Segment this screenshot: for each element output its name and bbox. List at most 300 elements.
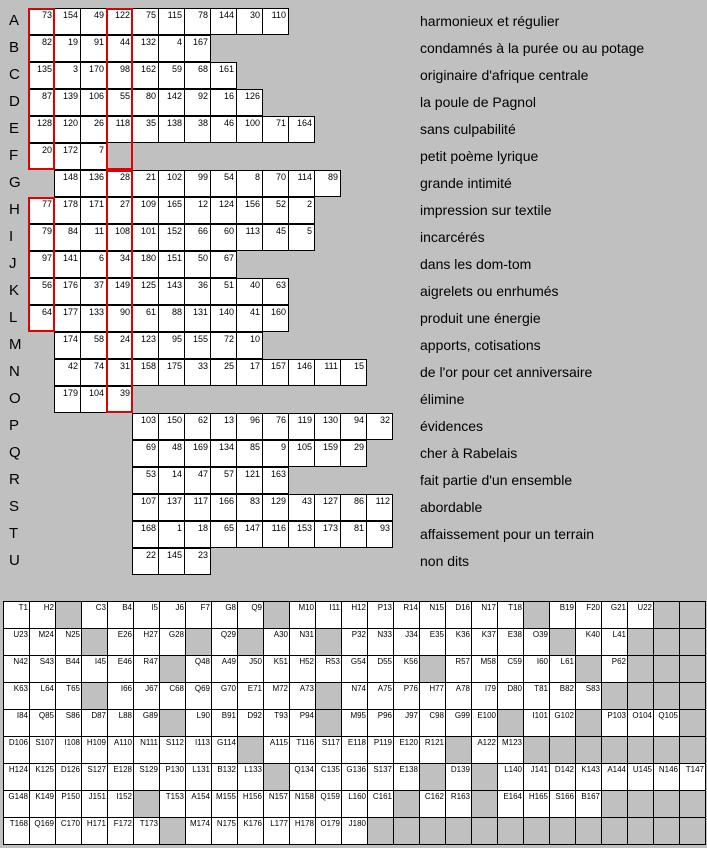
answer-cell[interactable]: G102 [549,709,576,737]
answer-cell[interactable]: L88 [107,709,134,737]
grid-cell[interactable]: 93 [366,521,393,548]
answer-cell[interactable]: E26 [107,628,134,656]
grid-cell[interactable]: 151 [158,251,185,278]
answer-cell[interactable]: C162 [419,790,446,818]
answer-cell[interactable]: U22 [627,601,654,629]
grid-cell[interactable]: 116 [262,521,289,548]
answer-cell[interactable]: G89 [133,709,160,737]
answer-cell[interactable]: K125 [29,763,56,791]
answer-cell[interactable]: N175 [211,817,238,845]
answer-cell[interactable]: Q29 [211,628,238,656]
grid-cell[interactable]: 56 [28,278,55,305]
grid-cell[interactable]: 145 [158,548,185,575]
grid-cell[interactable]: 82 [28,35,55,62]
answer-cell[interactable]: N74 [341,682,368,710]
answer-cell[interactable]: A122 [471,736,498,764]
grid-cell[interactable]: 171 [80,197,107,224]
grid-cell[interactable]: 88 [158,305,185,332]
grid-cell[interactable]: 118 [106,116,133,143]
answer-cell[interactable]: G148 [3,790,30,818]
answer-cell[interactable]: N111 [133,736,160,764]
answer-cell[interactable]: R47 [133,655,160,683]
answer-cell[interactable]: P32 [341,628,368,656]
grid-cell[interactable]: 35 [132,116,159,143]
answer-cell[interactable]: D92 [237,709,264,737]
answer-cell[interactable]: F172 [107,817,134,845]
answer-cell[interactable]: D80 [497,682,524,710]
grid-cell[interactable]: 165 [158,197,185,224]
answer-cell[interactable]: P130 [159,763,186,791]
answer-cell[interactable]: J180 [341,817,368,845]
grid-cell[interactable]: 168 [132,521,159,548]
grid-cell[interactable]: 42 [54,359,81,386]
grid-cell[interactable]: 44 [106,35,133,62]
answer-cell[interactable]: T147 [679,763,706,791]
answer-cell[interactable]: H178 [289,817,316,845]
grid-cell[interactable]: 18 [184,521,211,548]
answer-cell[interactable]: R163 [445,790,472,818]
grid-cell[interactable]: 138 [158,116,185,143]
answer-cell[interactable]: S117 [315,736,342,764]
grid-cell[interactable]: 133 [80,305,107,332]
answer-cell[interactable]: I45 [81,655,108,683]
answer-cell[interactable]: S166 [549,790,576,818]
answer-cell[interactable]: B167 [575,790,602,818]
answer-cell[interactable]: K149 [29,790,56,818]
grid-cell[interactable]: 75 [132,8,159,35]
grid-cell[interactable]: 21 [132,170,159,197]
grid-cell[interactable]: 154 [54,8,81,35]
answer-cell[interactable]: H109 [81,736,108,764]
answer-cell[interactable]: F7 [185,601,212,629]
grid-cell[interactable]: 66 [184,224,211,251]
grid-cell[interactable]: 4 [158,35,185,62]
grid-cell[interactable]: 33 [184,359,211,386]
grid-cell[interactable]: 45 [262,224,289,251]
answer-cell[interactable]: S86 [55,709,82,737]
answer-cell[interactable]: N31 [289,628,316,656]
answer-cell[interactable]: T116 [289,736,316,764]
grid-cell[interactable]: 94 [340,413,367,440]
answer-cell[interactable]: H12 [341,601,368,629]
grid-cell[interactable]: 50 [184,251,211,278]
answer-cell[interactable]: J6 [159,601,186,629]
grid-cell[interactable]: 132 [132,35,159,62]
answer-cell[interactable]: J50 [237,655,264,683]
answer-cell[interactable]: Q169 [29,817,56,845]
grid-cell[interactable]: 95 [158,332,185,359]
answer-cell[interactable]: I152 [107,790,134,818]
answer-cell[interactable]: N17 [471,601,498,629]
grid-cell[interactable]: 98 [106,62,133,89]
grid-cell[interactable]: 178 [54,197,81,224]
grid-cell[interactable]: 12 [184,197,211,224]
answer-cell[interactable]: T65 [55,682,82,710]
grid-cell[interactable]: 111 [314,359,341,386]
grid-cell[interactable]: 173 [314,521,341,548]
grid-cell[interactable]: 38 [184,116,211,143]
answer-cell[interactable]: G28 [159,628,186,656]
answer-cell[interactable]: S129 [133,763,160,791]
answer-cell[interactable]: I11 [315,601,342,629]
answer-cell[interactable]: D126 [55,763,82,791]
answer-cell[interactable]: E46 [107,655,134,683]
grid-cell[interactable]: 49 [80,8,107,35]
grid-cell[interactable]: 91 [80,35,107,62]
grid-cell[interactable]: 96 [236,413,263,440]
answer-cell[interactable]: N15 [419,601,446,629]
answer-cell[interactable]: G114 [211,736,238,764]
grid-cell[interactable]: 43 [288,494,315,521]
grid-cell[interactable]: 108 [106,224,133,251]
grid-cell[interactable]: 39 [106,386,133,413]
grid-cell[interactable]: 127 [314,494,341,521]
answer-cell[interactable]: K51 [263,655,290,683]
answer-cell[interactable]: L90 [185,709,212,737]
grid-cell[interactable]: 100 [236,116,263,143]
answer-cell[interactable]: H52 [289,655,316,683]
grid-cell[interactable]: 107 [132,494,159,521]
grid-cell[interactable]: 143 [158,278,185,305]
grid-cell[interactable]: 166 [210,494,237,521]
answer-cell[interactable]: Q105 [653,709,680,737]
answer-cell[interactable]: Q48 [185,655,212,683]
grid-cell[interactable]: 112 [366,494,393,521]
grid-cell[interactable]: 62 [184,413,211,440]
answer-cell[interactable]: S112 [159,736,186,764]
answer-cell[interactable]: L133 [237,763,264,791]
grid-cell[interactable]: 47 [184,467,211,494]
answer-cell[interactable]: U145 [627,763,654,791]
answer-cell[interactable]: R53 [315,655,342,683]
grid-cell[interactable]: 137 [158,494,185,521]
grid-cell[interactable]: 74 [80,359,107,386]
answer-cell[interactable]: N146 [653,763,680,791]
answer-cell[interactable]: N42 [3,655,30,683]
answer-cell[interactable]: P103 [601,709,628,737]
grid-cell[interactable]: 158 [132,359,159,386]
grid-cell[interactable]: 15 [340,359,367,386]
grid-cell[interactable]: 69 [132,440,159,467]
grid-cell[interactable]: 77 [28,197,55,224]
answer-cell[interactable]: A73 [289,682,316,710]
answer-cell[interactable]: H27 [133,628,160,656]
answer-cell[interactable]: B91 [211,709,238,737]
grid-cell[interactable]: 73 [28,8,55,35]
answer-cell[interactable]: H156 [237,790,264,818]
grid-cell[interactable]: 157 [262,359,289,386]
grid-cell[interactable]: 172 [54,143,81,170]
answer-cell[interactable]: H2 [29,601,56,629]
grid-cell[interactable]: 6 [80,251,107,278]
grid-cell[interactable]: 159 [314,440,341,467]
answer-cell[interactable]: F20 [575,601,602,629]
answer-cell[interactable]: P76 [393,682,420,710]
answer-cell[interactable]: K143 [575,763,602,791]
answer-cell[interactable]: G70 [211,682,238,710]
answer-cell[interactable]: O179 [315,817,342,845]
grid-cell[interactable]: 63 [262,278,289,305]
grid-cell[interactable]: 149 [106,278,133,305]
answer-cell[interactable]: B82 [549,682,576,710]
answer-cell[interactable]: C135 [315,763,342,791]
answer-cell[interactable]: M123 [497,736,524,764]
grid-cell[interactable]: 53 [132,467,159,494]
grid-cell[interactable]: 90 [106,305,133,332]
grid-cell[interactable]: 141 [54,251,81,278]
answer-cell[interactable]: B132 [211,763,238,791]
answer-cell[interactable]: H124 [3,763,30,791]
answer-cell[interactable]: E35 [419,628,446,656]
answer-cell[interactable]: J141 [523,763,550,791]
grid-cell[interactable]: 101 [132,224,159,251]
answer-cell[interactable]: M72 [263,682,290,710]
grid-cell[interactable]: 16 [210,89,237,116]
answer-cell[interactable]: P96 [367,709,394,737]
grid-cell[interactable]: 55 [106,89,133,116]
grid-cell[interactable]: 122 [106,8,133,35]
answer-cell[interactable]: A110 [107,736,134,764]
grid-cell[interactable]: 65 [210,521,237,548]
grid-cell[interactable]: 1 [158,521,185,548]
grid-cell[interactable]: 26 [80,116,107,143]
answer-cell[interactable]: A154 [185,790,212,818]
grid-cell[interactable]: 31 [106,359,133,386]
answer-cell[interactable]: L131 [185,763,212,791]
answer-cell[interactable]: B44 [55,655,82,683]
grid-cell[interactable]: 41 [236,305,263,332]
answer-cell[interactable]: M95 [341,709,368,737]
answer-cell[interactable]: K37 [471,628,498,656]
grid-cell[interactable]: 120 [54,116,81,143]
grid-cell[interactable]: 13 [210,413,237,440]
grid-cell[interactable]: 7 [80,143,107,170]
answer-cell[interactable]: C59 [497,655,524,683]
answer-cell[interactable]: L160 [341,790,368,818]
answer-cell[interactable]: Q134 [289,763,316,791]
grid-cell[interactable]: 40 [236,278,263,305]
grid-cell[interactable]: 70 [262,170,289,197]
answer-cell[interactable]: Q69 [185,682,212,710]
answer-cell[interactable]: P94 [289,709,316,737]
grid-cell[interactable]: 99 [184,170,211,197]
grid-cell[interactable]: 124 [210,197,237,224]
grid-cell[interactable]: 152 [158,224,185,251]
answer-cell[interactable]: E138 [393,763,420,791]
answer-cell[interactable]: C3 [81,601,108,629]
grid-cell[interactable]: 153 [288,521,315,548]
grid-cell[interactable]: 5 [288,224,315,251]
answer-cell[interactable]: A78 [445,682,472,710]
grid-cell[interactable]: 97 [28,251,55,278]
grid-cell[interactable]: 174 [54,332,81,359]
answer-cell[interactable]: B19 [549,601,576,629]
grid-cell[interactable]: 140 [210,305,237,332]
answer-cell[interactable]: A30 [263,628,290,656]
grid-cell[interactable]: 176 [54,278,81,305]
grid-cell[interactable]: 161 [210,62,237,89]
answer-cell[interactable]: C68 [159,682,186,710]
grid-cell[interactable]: 60 [210,224,237,251]
answer-cell[interactable]: H171 [81,817,108,845]
answer-cell[interactable]: C170 [55,817,82,845]
grid-cell[interactable]: 37 [80,278,107,305]
answer-cell[interactable]: M58 [471,655,498,683]
answer-cell[interactable]: R14 [393,601,420,629]
grid-cell[interactable]: 52 [262,197,289,224]
grid-cell[interactable]: 119 [288,413,315,440]
answer-cell[interactable]: S83 [575,682,602,710]
grid-cell[interactable]: 131 [184,305,211,332]
grid-cell[interactable]: 121 [236,467,263,494]
grid-cell[interactable]: 68 [184,62,211,89]
answer-cell[interactable]: S43 [29,655,56,683]
answer-cell[interactable]: G99 [445,709,472,737]
grid-cell[interactable]: 134 [210,440,237,467]
grid-cell[interactable]: 148 [54,170,81,197]
grid-cell[interactable]: 142 [158,89,185,116]
answer-cell[interactable]: G21 [601,601,628,629]
grid-cell[interactable]: 17 [236,359,263,386]
grid-cell[interactable]: 160 [262,305,289,332]
answer-cell[interactable]: P62 [601,655,628,683]
grid-cell[interactable]: 170 [80,62,107,89]
grid-cell[interactable]: 83 [236,494,263,521]
answer-cell[interactable]: G136 [341,763,368,791]
answer-cell[interactable]: O39 [523,628,550,656]
grid-cell[interactable]: 147 [236,521,263,548]
answer-cell[interactable]: E71 [237,682,264,710]
grid-cell[interactable]: 54 [210,170,237,197]
answer-cell[interactable]: G54 [341,655,368,683]
answer-cell[interactable]: I5 [133,601,160,629]
grid-cell[interactable]: 11 [80,224,107,251]
answer-cell[interactable]: R121 [419,736,446,764]
grid-cell[interactable]: 85 [236,440,263,467]
answer-cell[interactable]: N25 [55,628,82,656]
grid-cell[interactable]: 59 [158,62,185,89]
grid-cell[interactable]: 34 [106,251,133,278]
grid-cell[interactable]: 115 [158,8,185,35]
grid-cell[interactable]: 14 [158,467,185,494]
grid-cell[interactable]: 27 [106,197,133,224]
grid-cell[interactable]: 130 [314,413,341,440]
answer-cell[interactable]: D55 [367,655,394,683]
answer-cell[interactable]: M174 [185,817,212,845]
answer-cell[interactable]: H77 [419,682,446,710]
answer-cell[interactable]: C161 [367,790,394,818]
grid-cell[interactable]: 67 [210,251,237,278]
answer-cell[interactable]: E38 [497,628,524,656]
answer-cell[interactable]: E164 [497,790,524,818]
grid-cell[interactable]: 51 [210,278,237,305]
grid-cell[interactable]: 72 [210,332,237,359]
grid-cell[interactable]: 92 [184,89,211,116]
grid-cell[interactable]: 139 [54,89,81,116]
grid-cell[interactable]: 102 [158,170,185,197]
answer-cell[interactable]: S137 [367,763,394,791]
answer-cell[interactable]: P150 [55,790,82,818]
answer-cell[interactable]: M24 [29,628,56,656]
grid-cell[interactable]: 155 [184,332,211,359]
answer-cell[interactable]: G8 [211,601,238,629]
grid-cell[interactable]: 164 [288,116,315,143]
grid-cell[interactable]: 128 [28,116,55,143]
grid-cell[interactable]: 104 [80,386,107,413]
grid-cell[interactable]: 169 [184,440,211,467]
grid-cell[interactable]: 87 [28,89,55,116]
answer-cell[interactable]: J34 [393,628,420,656]
grid-cell[interactable]: 24 [106,332,133,359]
grid-cell[interactable]: 79 [28,224,55,251]
answer-cell[interactable]: J67 [133,682,160,710]
grid-cell[interactable]: 80 [132,89,159,116]
grid-cell[interactable]: 113 [236,224,263,251]
answer-cell[interactable]: K176 [237,817,264,845]
answer-cell[interactable]: T1 [3,601,30,629]
answer-cell[interactable]: L140 [497,763,524,791]
answer-cell[interactable]: K40 [575,628,602,656]
answer-cell[interactable]: K63 [3,682,30,710]
grid-cell[interactable]: 146 [288,359,315,386]
answer-cell[interactable]: C98 [419,709,446,737]
grid-cell[interactable]: 126 [236,89,263,116]
answer-cell[interactable]: J151 [81,790,108,818]
answer-cell[interactable]: I60 [523,655,550,683]
answer-cell[interactable]: E100 [471,709,498,737]
grid-cell[interactable]: 23 [184,548,211,575]
grid-cell[interactable]: 106 [80,89,107,116]
answer-cell[interactable]: N158 [289,790,316,818]
grid-cell[interactable]: 48 [158,440,185,467]
answer-cell[interactable]: B4 [107,601,134,629]
grid-cell[interactable]: 177 [54,305,81,332]
answer-cell[interactable]: L64 [29,682,56,710]
answer-cell[interactable]: I79 [471,682,498,710]
grid-cell[interactable]: 19 [54,35,81,62]
grid-cell[interactable]: 57 [210,467,237,494]
answer-cell[interactable]: O104 [627,709,654,737]
answer-cell[interactable]: E128 [107,763,134,791]
grid-cell[interactable]: 25 [210,359,237,386]
answer-cell[interactable]: P13 [367,601,394,629]
answer-cell[interactable]: D139 [445,763,472,791]
grid-cell[interactable]: 163 [262,467,289,494]
grid-cell[interactable]: 162 [132,62,159,89]
grid-cell[interactable]: 180 [132,251,159,278]
answer-cell[interactable]: R57 [445,655,472,683]
grid-cell[interactable]: 61 [132,305,159,332]
grid-cell[interactable]: 30 [236,8,263,35]
grid-cell[interactable]: 89 [314,170,341,197]
grid-cell[interactable]: 36 [184,278,211,305]
answer-cell[interactable]: T168 [3,817,30,845]
grid-cell[interactable]: 123 [132,332,159,359]
grid-cell[interactable]: 71 [262,116,289,143]
grid-cell[interactable]: 117 [184,494,211,521]
answer-cell[interactable]: M155 [211,790,238,818]
answer-cell[interactable]: D87 [81,709,108,737]
grid-cell[interactable]: 81 [340,521,367,548]
grid-cell[interactable]: 114 [288,170,315,197]
answer-cell[interactable]: J97 [393,709,420,737]
grid-cell[interactable]: 58 [80,332,107,359]
grid-cell[interactable]: 29 [340,440,367,467]
answer-cell[interactable]: N157 [263,790,290,818]
grid-cell[interactable]: 125 [132,278,159,305]
answer-cell[interactable]: I84 [3,709,30,737]
grid-cell[interactable]: 156 [236,197,263,224]
